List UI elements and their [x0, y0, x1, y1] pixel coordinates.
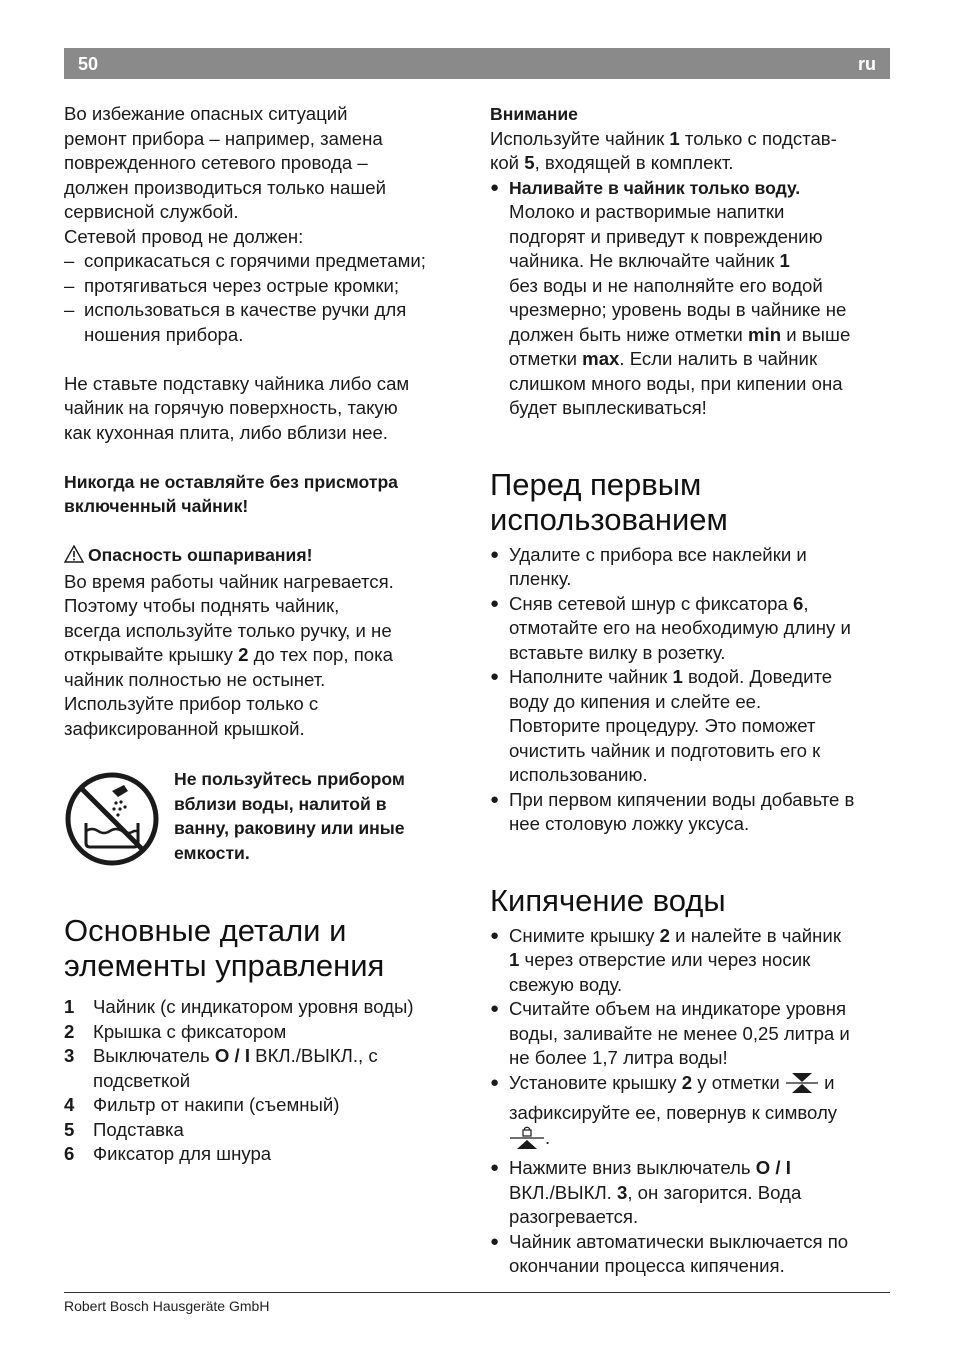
text-line	[509, 1181, 890, 1206]
surface-line: Не ставьте подставку чайника либо сам	[64, 372, 410, 394]
text-line: ● Удалите с прибора все наклейки и	[509, 543, 807, 565]
text-run: у отметки	[692, 1071, 785, 1093]
bold-instruction: ● Наливайте в чайник только воду.	[509, 177, 801, 198]
text-run: .	[545, 1126, 551, 1148]
text-run: и выше	[781, 323, 851, 345]
scald-line: чайник полностью не остынет.	[64, 668, 326, 690]
text-line	[509, 665, 890, 690]
list-item	[64, 1142, 464, 1167]
item-text: Крышка с фиксатором	[93, 1020, 287, 1042]
text-line: ● При первом кипячении воды добавьте в	[509, 788, 855, 810]
water-warning-block	[64, 767, 464, 867]
text-line: очистить чайник и подготовить его к	[509, 739, 821, 761]
text-line: подгорят и приведут к повреждению	[509, 225, 823, 247]
text-line: разогревается.	[509, 1206, 639, 1227]
list-item	[490, 665, 890, 788]
list-item	[64, 1118, 464, 1143]
text-line: будет выплескиваться!	[509, 397, 707, 418]
part-ref: 1	[509, 949, 520, 970]
text-run: отметки	[509, 348, 583, 369]
text-line: окончании процесса кипячения.	[509, 1255, 785, 1276]
text-line: без воды и не наполняйте его водой	[509, 274, 823, 296]
text-run: до тех пор, пока	[248, 644, 394, 665]
text-line: зафиксируйте ее, повернув к символу	[509, 1102, 838, 1123]
attention-line	[490, 127, 890, 152]
intro-line: должен производиться только нашей	[64, 176, 386, 198]
warning-triangle-icon	[64, 545, 84, 570]
footer-divider	[64, 1292, 890, 1293]
text-run: подсветкой	[93, 1069, 191, 1091]
text-line: отмотайте его на необходимую длину и	[509, 617, 851, 638]
part-ref: 3	[617, 1181, 628, 1203]
item-number: 2	[64, 1020, 75, 1042]
mark-min: min	[748, 323, 782, 345]
part-ref: 2	[659, 924, 670, 946]
list-item	[490, 997, 890, 1071]
water-warning-line: Не пользуйтесь прибором	[174, 769, 405, 789]
intro-line: поврежденного сетевого провода –	[64, 152, 368, 173]
text-run: Выключатель	[93, 1045, 215, 1066]
text-run: ВКЛ./ВЫКЛ.	[509, 1181, 617, 1203]
cord-item: – использоваться в качестве ручки для	[64, 298, 464, 323]
text-line	[509, 1126, 890, 1157]
text-line: чрезмерно; уровень воды в чайнике не	[509, 299, 847, 320]
text-line	[509, 323, 890, 348]
boil-heading: Кипячение воды	[490, 882, 726, 918]
mark-max: max	[582, 348, 620, 369]
lid-mark-icon	[785, 1071, 819, 1102]
text-run: Сняв сетевой шнур с фиксатора	[509, 592, 794, 614]
text-line: воду до кипения и слейте ее.	[509, 690, 762, 712]
text-run: Используйте чайник	[490, 127, 670, 149]
text-run: Снимите крышку	[509, 924, 660, 946]
lock-symbol-icon	[509, 1126, 545, 1157]
text-run: через отверстие или через носик	[519, 949, 811, 970]
text-run: кой	[490, 152, 525, 173]
text-run: только с подстав-	[679, 127, 837, 149]
intro-line: ремонт прибора – например, замена	[64, 127, 383, 149]
item-text: Подставка	[93, 1118, 184, 1140]
list-item	[490, 592, 890, 666]
no-water-usage-icon	[64, 771, 160, 874]
text-run: открывайте крышку	[64, 644, 239, 665]
cord-item: – соприкасаться с горячими предметами;	[64, 249, 464, 274]
list-item	[64, 1044, 464, 1093]
part-ref: 1	[669, 127, 680, 149]
surface-line: чайник на горячую поверхность, такую	[64, 397, 398, 418]
footer-company: Robert Bosch Hausgeräte GmbH	[64, 1298, 270, 1314]
language-code: ru	[858, 54, 876, 74]
heading-line: Перед первым	[490, 466, 702, 502]
water-warning-line: емкости.	[174, 842, 250, 863]
left-column	[64, 102, 464, 1167]
item-number: 5	[64, 1118, 75, 1140]
text-line: ● Считайте объем на индикаторе уровня	[509, 998, 847, 1019]
cord-item: – протягиваться через острые кромки;	[64, 274, 464, 299]
list-item	[490, 1230, 890, 1279]
text-line: Молоко и растворимые напитки	[509, 201, 785, 222]
list-item	[490, 924, 890, 998]
text-run: ,	[803, 592, 809, 614]
right-column	[490, 102, 890, 1279]
text-run: и	[818, 1071, 835, 1093]
text-line	[509, 1071, 890, 1102]
item-number: 1	[64, 996, 75, 1017]
scald-line: Во время работы чайник нагревается.	[64, 570, 394, 592]
text-line: вставьте вилку в розетку.	[509, 641, 726, 663]
text-line: слишком много воды, при кипении она	[509, 372, 843, 394]
part-ref: 6	[793, 592, 804, 614]
text-line	[509, 924, 890, 949]
scald-line	[64, 643, 464, 668]
text-line	[509, 249, 890, 274]
text-line: нее столовую ложку уксуса.	[509, 813, 750, 834]
list-item	[64, 995, 464, 1020]
page-header-bar	[64, 48, 890, 79]
scald-line: Используйте прибор только с	[64, 693, 319, 714]
scald-line: зафиксированной крышкой.	[64, 717, 305, 739]
item-text: Чайник (с индикатором уровня воды)	[93, 996, 414, 1017]
text-run: Нажмите вниз выключатель	[509, 1157, 756, 1178]
list-item	[490, 543, 890, 592]
text-run: , он загорится. Вода	[627, 1181, 802, 1203]
never-unattended-line: включенный чайник!	[64, 496, 249, 516]
intro-line: сервисной службой.	[64, 201, 239, 222]
scald-line: Поэтому чтобы поднять чайник,	[64, 595, 340, 616]
page-number: 50	[78, 54, 99, 74]
parts-heading	[64, 913, 464, 983]
item-number: 3	[64, 1045, 75, 1066]
scald-title-text: Опасность ошпаривания!	[88, 545, 313, 565]
text-run: чайника. Не включайте чайник	[509, 250, 780, 271]
list-item	[490, 176, 890, 421]
scald-warning-title	[64, 543, 464, 570]
switch-symbol: O / I	[214, 1045, 250, 1066]
scald-line: всегда используйте только ручку, и не	[64, 619, 392, 641]
text-line: пленку.	[509, 568, 572, 589]
heading-line: использованием	[490, 501, 728, 537]
text-line: ● Чайник автоматически выключается по	[509, 1230, 849, 1252]
part-ref: 1	[779, 250, 790, 271]
text-line	[509, 592, 890, 617]
list-item	[490, 1156, 890, 1230]
text-line: свежую воду.	[509, 973, 623, 995]
item-text: Фильтр от накипи (съемный)	[93, 1094, 340, 1115]
heading-line: элементы управления	[64, 948, 385, 983]
text-run: Установите крышку	[509, 1071, 682, 1093]
item-number: 6	[64, 1143, 75, 1164]
never-unattended-line: Никогда не оставляйте без присмотра	[64, 471, 398, 492]
text-run: . Если налить в чайник	[619, 348, 818, 369]
text-run: ВКЛ./ВЫКЛ., с	[250, 1045, 378, 1066]
text-line	[509, 1156, 890, 1181]
text-run: водой. Доведите	[682, 666, 833, 687]
item-text	[93, 1044, 378, 1093]
text-line	[509, 347, 890, 372]
part-ref: 2	[681, 1071, 693, 1093]
cord-item-continuation: ношения прибора.	[84, 323, 244, 345]
item-text: Фиксатор для шнура	[93, 1143, 272, 1164]
parts-list	[64, 995, 464, 1167]
attention-line	[490, 151, 890, 176]
list-item	[490, 788, 890, 837]
cord-intro: Сетевой провод не должен:	[64, 225, 304, 247]
switch-symbol: O / I	[755, 1157, 791, 1178]
part-ref: 2	[238, 644, 249, 665]
surface-line: как кухонная плита, либо вблизи нее.	[64, 421, 388, 443]
water-warning-line: ванну, раковину или иные	[174, 818, 405, 838]
list-item	[64, 1093, 464, 1118]
first-use-heading	[490, 467, 890, 537]
text-run: , входящей в комплект.	[534, 152, 734, 173]
item-number: 4	[64, 1094, 75, 1115]
part-ref: 1	[672, 666, 683, 687]
water-warning-line: вблизи воды, налитой в	[174, 793, 387, 814]
text-line: не более 1,7 литра воды!	[509, 1047, 728, 1068]
list-item	[64, 1020, 464, 1045]
text-run: и налейте в чайник	[669, 924, 841, 946]
text-run: Наполните чайник	[509, 666, 673, 687]
heading-line: Основные детали и	[64, 913, 347, 948]
part-ref: 5	[524, 152, 535, 173]
text-line: использованию.	[509, 764, 648, 785]
text-run: должен быть ниже отметки	[509, 323, 748, 345]
list-item	[490, 1071, 890, 1157]
text-line: воды, заливайте не менее 0,25 литра и	[509, 1022, 850, 1044]
text-line	[509, 948, 890, 973]
attention-title: Внимание	[490, 104, 578, 124]
text-line: Повторите процедуру. Это поможет	[509, 715, 816, 736]
intro-line: Во избежание опасных ситуаций	[64, 103, 348, 124]
